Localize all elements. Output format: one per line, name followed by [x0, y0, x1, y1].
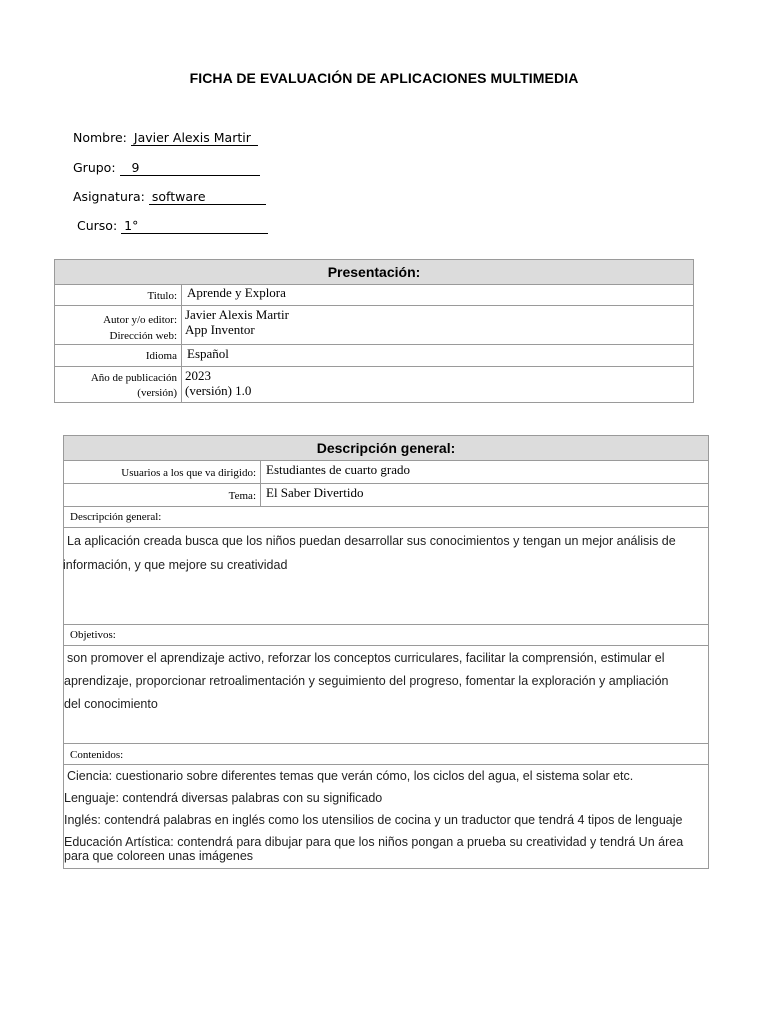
document-title: FICHA DE EVALUACIÓN DE APLICACIONES MULTIMEDIA [189, 70, 579, 86]
desc-line-2: información, y que mejore su creatividad [63, 558, 288, 572]
cont-label: Contenidos: [70, 749, 124, 761]
asignatura-value: software [149, 190, 266, 205]
obj-label: Objetivos: [70, 629, 116, 641]
curso-label: Curso: [77, 218, 118, 233]
web-label: Dirección web: [109, 330, 177, 342]
titulo-value: Aprende y Explora [187, 285, 286, 300]
obj-line-2: aprendizaje, proporcionar retroalimentación y seguimiento del progreso, fomentar la exploración y ampliación [64, 674, 669, 688]
presentacion-table [54, 259, 694, 403]
usuarios-row [64, 461, 708, 484]
autor-value: Javier Alexis Martir [185, 307, 289, 322]
cont-label-row [64, 744, 708, 765]
obj-line-1: son promover el aprendizaje activo, reforzar los conceptos curriculares, facilitar la comprensión, estimular el [67, 651, 665, 665]
obj-line-3: del conocimiento [64, 697, 158, 711]
nombre-value: Javier Alexis Martir [131, 131, 258, 146]
version-label: (versión) [137, 387, 177, 399]
obj-label-row [64, 625, 708, 646]
cont-line-5: para que coloreen unas imágenes [64, 849, 254, 863]
autor-row [55, 306, 693, 345]
tema-label: Tema: [64, 484, 261, 506]
anio-label: Año de publicación [90, 372, 177, 384]
cont-line-1: Ciencia: cuestionario sobre diferentes temas que verán cómo, los ciclos del agua, el sistema solar etc. [67, 769, 634, 783]
titulo-row [55, 285, 693, 306]
nombre-row [73, 130, 258, 146]
desc-label: Descripción general: [70, 511, 162, 523]
asignatura-row [73, 189, 266, 205]
idioma-row [55, 345, 693, 367]
cont-line-4: Educación Artística: contendrá para dibujar para que los niños pongan a prueba su creatividad y tendrá Un área [64, 835, 684, 849]
anio-value: 2023 [185, 368, 211, 383]
asignatura-label: Asignatura: [73, 189, 145, 204]
obj-text-row [64, 646, 708, 744]
descripcion-table [63, 435, 709, 869]
desc-text-row [64, 528, 708, 625]
desc-line-1: La aplicación creada busca que los niños puedan desarrollar sus conocimientos y tengan un mejor análisis de [67, 534, 676, 548]
tema-value: El Saber Divertido [266, 485, 364, 500]
autor-label: Autor y/o editor: [103, 314, 177, 326]
titulo-label: Titulo: [55, 285, 182, 305]
usuarios-label: Usuarios a los que va dirigido: [64, 461, 261, 483]
web-value: App Inventor [185, 322, 255, 337]
cont-text-row [64, 765, 708, 868]
curso-value: 1° [121, 219, 268, 234]
cont-line-2: Lenguaje: contendrá diversas palabras con su significado [64, 791, 383, 805]
nombre-label: Nombre: [73, 130, 127, 145]
anio-row [55, 367, 693, 402]
idioma-value: Español [187, 346, 229, 361]
tema-row [64, 484, 708, 507]
idioma-label: Idioma [55, 345, 182, 366]
grupo-row [73, 160, 260, 176]
grupo-value: 9 [120, 161, 260, 176]
cont-line-3: Inglés: contendrá palabras en inglés como los utensilios de cocina y un traductor que tendrá 4 tipos de lenguaje [64, 813, 683, 827]
descripcion-header: Descripción general: [64, 436, 708, 461]
version-value: (versión) 1.0 [185, 383, 252, 398]
grupo-label: Grupo: [73, 160, 116, 175]
desc-label-row [64, 507, 708, 528]
presentacion-header: Presentación: [55, 260, 693, 285]
curso-row [77, 218, 268, 234]
usuarios-value: Estudiantes de cuarto grado [266, 462, 411, 477]
